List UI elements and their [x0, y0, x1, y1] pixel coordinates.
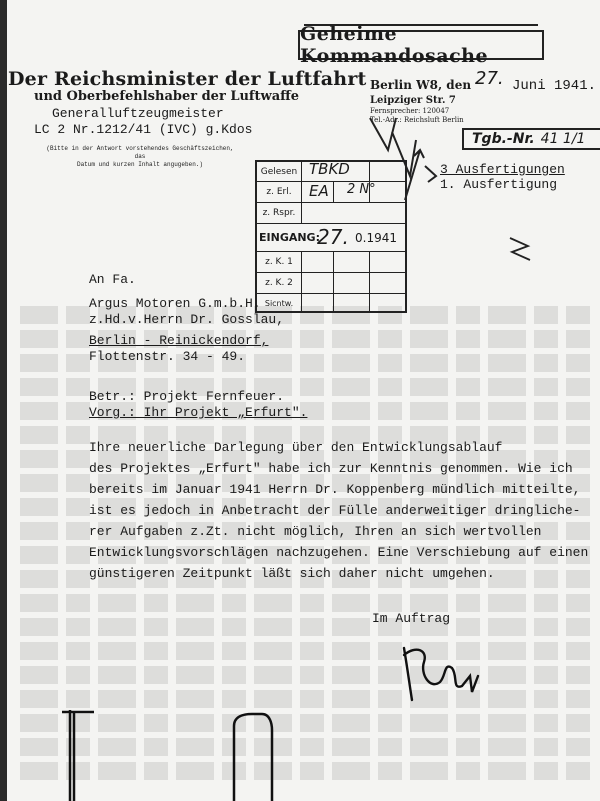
- stamp-hand-gelesen: TBKD: [309, 160, 350, 178]
- address-street: Flottenstr. 34 - 49.: [89, 349, 246, 364]
- copies-count: 3 Ausfertigungen: [440, 162, 565, 177]
- copy-number: 1. Ausfertigung: [440, 177, 558, 192]
- stamp-hand-erl-a: EA: [309, 182, 329, 200]
- body-line-6: Entwicklungsvorschlägen nachzugehen. Eine Verschiebung auf einen: [89, 545, 589, 560]
- stamp-eingang-year: 0.1941: [355, 231, 397, 245]
- date-month-year: Juni 1941.: [512, 78, 597, 94]
- street-address: Leipziger Str. 7: [370, 95, 456, 106]
- pencil-hook-mark: [425, 166, 436, 182]
- reference-number: LC 2 Nr.1212/41 (IVC) g.Kdos: [34, 122, 253, 137]
- closing-im-auftrag: Im Auftrag: [372, 611, 451, 626]
- stamp-hand-erl-b: 2 N°: [347, 182, 376, 197]
- address-city: Berlin - Reinickendorf,: [89, 333, 269, 348]
- signature: [404, 648, 478, 700]
- subject-betr: Betr.: Projekt Fernfeuer.: [89, 389, 285, 404]
- reply-note-line-1: (Bitte in der Antwort vorstehendes Geschäftszeichen, das: [46, 145, 234, 160]
- body-line-3: bereits im Januar 1941 Herrn Dr. Koppenberg mündlich mitteilte,: [89, 482, 581, 497]
- stamp-label-rspr: z. Rspr.: [257, 203, 302, 223]
- date-day-handwritten: 27.: [475, 68, 504, 89]
- place-label: Berlin W8, den: [370, 78, 472, 92]
- address-company: Argus Motoren G.m.b.H.: [89, 296, 261, 311]
- body-line-1: Ihre neuerliche Darlegung über den Entwicklungsablauf: [89, 440, 503, 455]
- pencil-tick-mark: [370, 118, 416, 176]
- ministry-subtitle: und Oberbefehlshaber der Luftwaffe: [34, 89, 300, 104]
- arrow-mark: [405, 150, 424, 200]
- address-salutation: An Fa.: [89, 272, 136, 287]
- stamp-label-k2: z. K. 2: [257, 273, 302, 293]
- bottom-mark-left: [62, 710, 94, 801]
- bottom-mark-right: [234, 714, 272, 801]
- subject-vorg: Vorg.: Ihr Projekt „Erfurt".: [89, 405, 308, 420]
- secret-marking-text: Geheime Kommandosache: [300, 23, 489, 67]
- telegram-address: Tel.-Adr.: Reichsluft Berlin: [370, 116, 464, 124]
- ministry-title: Der Reichsminister der Luftfahrt: [8, 68, 367, 90]
- stamp-label-erl: z. Erl.: [257, 182, 302, 202]
- squiggle-mark: [510, 238, 530, 260]
- stamp-label-sicntw: Sicntw.: [257, 294, 302, 313]
- body-line-4: ist es jedoch in Anbetracht der Fülle anderweitiger dringliche-: [89, 503, 581, 518]
- stamp-label-eingang: EINGANG:: [259, 231, 320, 244]
- body-line-2: des Projektes „Erfurt" habe ich zur Kenntnis genommen. Wie ich: [89, 461, 573, 476]
- phone-number: Fernsprecher: 120047: [370, 107, 450, 115]
- address-attention: z.Hd.v.Herrn Dr. Gosslau,: [89, 312, 285, 327]
- journal-number-label: Tgb.-Nr.: [472, 131, 535, 147]
- reply-note-line-2: Datum und kurzen Inhalt angugeben.): [76, 161, 204, 168]
- body-line-7: günstigeren Zeitpunkt läßt sich daher nicht umgehen.: [89, 566, 495, 581]
- body-line-5: rer Aufgaben z.Zt. nicht möglich, Ihren an sich wertvollen: [89, 524, 542, 539]
- office-name: Generalluftzeugmeister: [52, 106, 224, 121]
- journal-number-value: 41 1/1: [540, 131, 586, 147]
- stamp-label-gelesen: Gelesen: [257, 162, 302, 181]
- stamp-hand-eingang: 27.: [317, 225, 349, 249]
- stamp-label-k1: z. K. 1: [257, 252, 302, 272]
